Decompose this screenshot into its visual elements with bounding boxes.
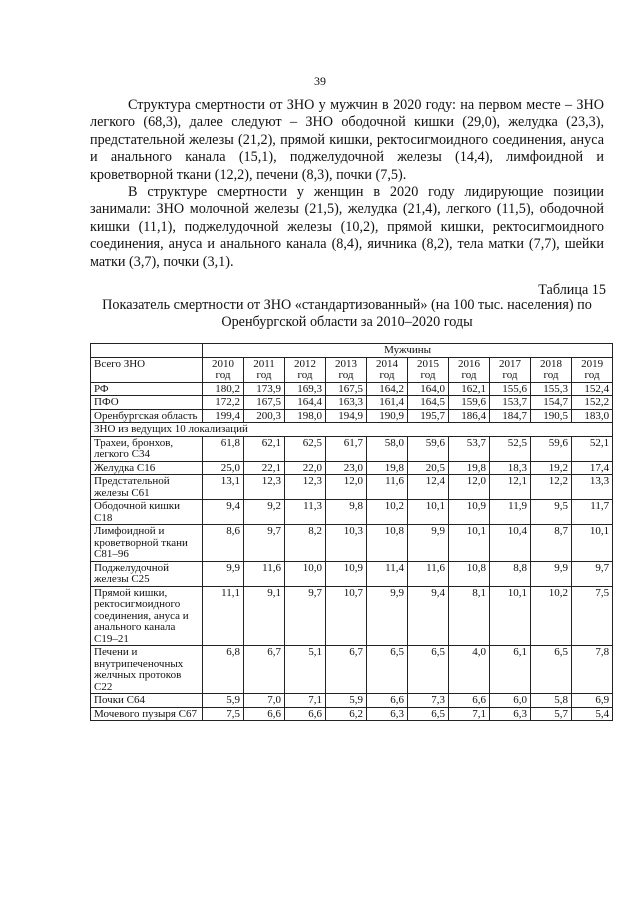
value-cell: 199,4 bbox=[203, 409, 244, 423]
value-cell: 7,1 bbox=[285, 694, 326, 708]
value-cell: 164,2 bbox=[367, 382, 408, 396]
value-cell: 58,0 bbox=[367, 436, 408, 461]
value-cell: 5,8 bbox=[531, 694, 572, 708]
value-cell: 6,6 bbox=[244, 707, 285, 721]
value-cell: 25,0 bbox=[203, 461, 244, 475]
value-cell: 6,0 bbox=[490, 694, 531, 708]
value-cell: 62,5 bbox=[285, 436, 326, 461]
value-cell: 11,6 bbox=[367, 475, 408, 500]
value-cell: 12,2 bbox=[531, 475, 572, 500]
mortality-table-body bbox=[91, 344, 613, 721]
value-cell: 164,5 bbox=[408, 396, 449, 410]
value-cell: 20,5 bbox=[408, 461, 449, 475]
year-value: 2013 bbox=[335, 357, 357, 370]
year-unit: год bbox=[379, 369, 395, 381]
value-cell: 10,8 bbox=[449, 561, 490, 586]
value-cell: 11,1 bbox=[203, 586, 244, 646]
row-label: Оренбургская область bbox=[91, 409, 203, 423]
value-cell: 59,6 bbox=[531, 436, 572, 461]
year-header-cell bbox=[367, 357, 408, 382]
year-unit: год bbox=[420, 369, 436, 381]
table-label: Таблица 15 bbox=[538, 282, 606, 298]
row-label: Лимфоидной и кроветворной ткани С81–96 bbox=[91, 525, 203, 562]
value-cell: 8,8 bbox=[490, 561, 531, 586]
value-cell: 22,0 bbox=[285, 461, 326, 475]
row-label: Почки С64 bbox=[91, 694, 203, 708]
value-cell: 6,9 bbox=[572, 694, 613, 708]
value-cell: 52,1 bbox=[572, 436, 613, 461]
mortality-table bbox=[90, 343, 613, 721]
row-label: Прямой кишки, ректосигмоидного соединения, ануса и анального канала С19–21 bbox=[91, 586, 203, 646]
value-cell: 172,2 bbox=[203, 396, 244, 410]
row-label: Мочевого пузыря С67 bbox=[91, 707, 203, 721]
year-unit: год bbox=[502, 369, 518, 381]
value-cell: 6,6 bbox=[449, 694, 490, 708]
value-cell: 12,0 bbox=[326, 475, 367, 500]
value-cell: 10,9 bbox=[449, 500, 490, 525]
row-label: Поджелудочной железы С25 bbox=[91, 561, 203, 586]
year-header-cell bbox=[285, 357, 326, 382]
value-cell: 11,4 bbox=[367, 561, 408, 586]
year-value: 2017 bbox=[499, 357, 521, 370]
year-value: 2010 bbox=[212, 357, 234, 370]
value-cell: 61,7 bbox=[326, 436, 367, 461]
value-cell: 12,3 bbox=[244, 475, 285, 500]
year-header-cell bbox=[449, 357, 490, 382]
paragraph-men-mortality bbox=[90, 97, 604, 184]
table-row bbox=[91, 646, 613, 694]
value-cell: 155,6 bbox=[490, 382, 531, 396]
value-cell: 153,7 bbox=[490, 396, 531, 410]
value-cell: 186,4 bbox=[449, 409, 490, 423]
value-cell: 162,1 bbox=[449, 382, 490, 396]
table-row bbox=[91, 707, 613, 721]
value-cell: 10,1 bbox=[449, 525, 490, 562]
table-row bbox=[91, 525, 613, 562]
value-cell: 18,3 bbox=[490, 461, 531, 475]
value-cell: 152,4 bbox=[572, 382, 613, 396]
table-corner-cell bbox=[91, 344, 203, 358]
value-cell: 7,5 bbox=[203, 707, 244, 721]
value-cell: 9,8 bbox=[326, 500, 367, 525]
value-cell: 10,4 bbox=[490, 525, 531, 562]
value-cell: 6,8 bbox=[203, 646, 244, 694]
value-cell: 9,5 bbox=[531, 500, 572, 525]
value-cell: 169,3 bbox=[285, 382, 326, 396]
value-cell: 190,5 bbox=[531, 409, 572, 423]
value-cell: 11,7 bbox=[572, 500, 613, 525]
value-cell: 8,2 bbox=[285, 525, 326, 562]
table-row bbox=[91, 694, 613, 708]
value-cell: 10,9 bbox=[326, 561, 367, 586]
value-cell: 9,9 bbox=[531, 561, 572, 586]
value-cell: 12,4 bbox=[408, 475, 449, 500]
first-column-header: Всего ЗНО bbox=[91, 357, 203, 382]
value-cell: 61,8 bbox=[203, 436, 244, 461]
value-cell: 6,3 bbox=[490, 707, 531, 721]
row-label: Желудка С16 bbox=[91, 461, 203, 475]
value-cell: 167,5 bbox=[244, 396, 285, 410]
year-header-cell bbox=[203, 357, 244, 382]
value-cell: 6,1 bbox=[490, 646, 531, 694]
value-cell: 9,9 bbox=[408, 525, 449, 562]
table-year-header-row bbox=[91, 357, 613, 382]
value-cell: 154,7 bbox=[531, 396, 572, 410]
row-label: Ободочной кишки С18 bbox=[91, 500, 203, 525]
value-cell: 9,9 bbox=[203, 561, 244, 586]
value-cell: 5,9 bbox=[326, 694, 367, 708]
row-label: Трахеи, бронхов, легкого С34 bbox=[91, 436, 203, 461]
year-value: 2011 bbox=[253, 357, 275, 370]
value-cell: 190,9 bbox=[367, 409, 408, 423]
row-label: Печени и внутрипеченочных желчных протоков С22 bbox=[91, 646, 203, 694]
value-cell: 195,7 bbox=[408, 409, 449, 423]
year-value: 2014 bbox=[376, 357, 398, 370]
year-unit: год bbox=[584, 369, 600, 381]
value-cell: 13,1 bbox=[203, 475, 244, 500]
value-cell: 9,4 bbox=[408, 586, 449, 646]
value-cell: 11,9 bbox=[490, 500, 531, 525]
year-header-cell bbox=[572, 357, 613, 382]
value-cell: 23,0 bbox=[326, 461, 367, 475]
value-cell: 12,1 bbox=[490, 475, 531, 500]
table-row bbox=[91, 475, 613, 500]
value-cell: 7,5 bbox=[572, 586, 613, 646]
row-label: РФ bbox=[91, 382, 203, 396]
year-value: 2016 bbox=[458, 357, 480, 370]
value-cell: 7,3 bbox=[408, 694, 449, 708]
value-cell: 8,1 bbox=[449, 586, 490, 646]
value-cell: 8,7 bbox=[531, 525, 572, 562]
value-cell: 155,3 bbox=[531, 382, 572, 396]
value-cell: 6,7 bbox=[326, 646, 367, 694]
value-cell: 10,8 bbox=[367, 525, 408, 562]
value-cell: 159,6 bbox=[449, 396, 490, 410]
year-header-cell bbox=[408, 357, 449, 382]
value-cell: 173,9 bbox=[244, 382, 285, 396]
value-cell: 4,0 bbox=[449, 646, 490, 694]
group-header-men: Мужчины bbox=[203, 344, 613, 358]
section-row bbox=[91, 423, 613, 437]
value-cell: 10,1 bbox=[572, 525, 613, 562]
value-cell: 6,5 bbox=[408, 646, 449, 694]
value-cell: 62,1 bbox=[244, 436, 285, 461]
value-cell: 6,5 bbox=[408, 707, 449, 721]
value-cell: 53,7 bbox=[449, 436, 490, 461]
value-cell: 17,4 bbox=[572, 461, 613, 475]
year-header-cell bbox=[490, 357, 531, 382]
table-row bbox=[91, 409, 613, 423]
value-cell: 7,0 bbox=[244, 694, 285, 708]
value-cell: 9,1 bbox=[244, 586, 285, 646]
value-cell: 9,9 bbox=[367, 586, 408, 646]
value-cell: 5,7 bbox=[531, 707, 572, 721]
value-cell: 200,3 bbox=[244, 409, 285, 423]
table-title: Показатель смертности от ЗНО «стандартизованный» (на 100 тыс. населения) по Оренбургской области за 2010–2020 годы bbox=[102, 297, 592, 331]
value-cell: 12,3 bbox=[285, 475, 326, 500]
value-cell: 10,1 bbox=[490, 586, 531, 646]
value-cell: 161,4 bbox=[367, 396, 408, 410]
value-cell: 13,3 bbox=[572, 475, 613, 500]
year-unit: год bbox=[338, 369, 354, 381]
value-cell: 10,0 bbox=[285, 561, 326, 586]
value-cell: 152,2 bbox=[572, 396, 613, 410]
table-row bbox=[91, 461, 613, 475]
value-cell: 19,8 bbox=[367, 461, 408, 475]
year-header-cell bbox=[326, 357, 367, 382]
value-cell: 11,3 bbox=[285, 500, 326, 525]
value-cell: 19,2 bbox=[531, 461, 572, 475]
value-cell: 6,6 bbox=[367, 694, 408, 708]
row-label: ПФО bbox=[91, 396, 203, 410]
value-cell: 9,7 bbox=[285, 586, 326, 646]
value-cell: 6,6 bbox=[285, 707, 326, 721]
value-cell: 8,6 bbox=[203, 525, 244, 562]
value-cell: 180,2 bbox=[203, 382, 244, 396]
year-unit: год bbox=[461, 369, 477, 381]
value-cell: 11,6 bbox=[408, 561, 449, 586]
value-cell: 6,7 bbox=[244, 646, 285, 694]
value-cell: 52,5 bbox=[490, 436, 531, 461]
value-cell: 7,8 bbox=[572, 646, 613, 694]
table-row bbox=[91, 382, 613, 396]
value-cell: 5,4 bbox=[572, 707, 613, 721]
paragraph-men-text: Структура смертности от ЗНО у мужчин в 2020 году: на первом месте – ЗНО легкого (68,3), далее следуют – ЗНО ободочной кишки (29,0), желудка (23,3), предстательной железы (21,2), прямой кишки, ректосигмоидного соединения, ануса и анального канала (15,1), поджелудочной железы (14,4), лимфоидной и кроветворной ткани (12,2), печени (8,3), почки (7,5). bbox=[90, 97, 604, 183]
value-cell: 5,1 bbox=[285, 646, 326, 694]
value-cell: 7,1 bbox=[449, 707, 490, 721]
value-cell: 167,5 bbox=[326, 382, 367, 396]
value-cell: 5,9 bbox=[203, 694, 244, 708]
value-cell: 6,5 bbox=[367, 646, 408, 694]
value-cell: 12,0 bbox=[449, 475, 490, 500]
year-unit: год bbox=[215, 369, 231, 381]
paragraph-women-mortality bbox=[90, 184, 604, 271]
page-number: 39 bbox=[314, 74, 326, 88]
value-cell: 10,2 bbox=[531, 586, 572, 646]
value-cell: 184,7 bbox=[490, 409, 531, 423]
table-row bbox=[91, 396, 613, 410]
table-row bbox=[91, 561, 613, 586]
row-label: Предстательной железы С61 bbox=[91, 475, 203, 500]
year-unit: год bbox=[543, 369, 559, 381]
value-cell: 6,3 bbox=[367, 707, 408, 721]
value-cell: 194,9 bbox=[326, 409, 367, 423]
value-cell: 183,0 bbox=[572, 409, 613, 423]
year-value: 2012 bbox=[294, 357, 316, 370]
value-cell: 10,3 bbox=[326, 525, 367, 562]
value-cell: 11,6 bbox=[244, 561, 285, 586]
value-cell: 9,7 bbox=[244, 525, 285, 562]
year-value: 2018 bbox=[540, 357, 562, 370]
table-row bbox=[91, 436, 613, 461]
value-cell: 164,4 bbox=[285, 396, 326, 410]
section-label: ЗНО из ведущих 10 локализаций bbox=[91, 423, 613, 437]
year-value: 2019 bbox=[581, 357, 604, 370]
year-unit: год bbox=[256, 369, 272, 381]
table-row bbox=[91, 500, 613, 525]
value-cell: 9,2 bbox=[244, 500, 285, 525]
value-cell: 6,2 bbox=[326, 707, 367, 721]
paragraph-women-text: В структуре смертности у женщин в 2020 году лидирующие позиции занимали: ЗНО молочной железы (21,5), желудка (21,4), легкого (11,5), ободочной кишки (11,1), поджелудочной железы (10,2), прямой кишки, ректосигмоидного соединения, ануса и анального канала (8,4), яичника (8,2), тела матки (7,7), шейки матки (3,7), почки (3,1). bbox=[90, 184, 604, 270]
year-unit: год bbox=[297, 369, 313, 381]
value-cell: 9,4 bbox=[203, 500, 244, 525]
value-cell: 6,5 bbox=[531, 646, 572, 694]
year-value: 2015 bbox=[417, 357, 439, 370]
value-cell: 59,6 bbox=[408, 436, 449, 461]
value-cell: 19,8 bbox=[449, 461, 490, 475]
value-cell: 164,0 bbox=[408, 382, 449, 396]
value-cell: 22,1 bbox=[244, 461, 285, 475]
year-header-cell bbox=[531, 357, 572, 382]
value-cell: 163,3 bbox=[326, 396, 367, 410]
value-cell: 10,2 bbox=[367, 500, 408, 525]
value-cell: 198,0 bbox=[285, 409, 326, 423]
year-header-cell bbox=[244, 357, 285, 382]
value-cell: 9,7 bbox=[572, 561, 613, 586]
table-group-header-row bbox=[91, 344, 613, 358]
value-cell: 10,7 bbox=[326, 586, 367, 646]
value-cell: 10,1 bbox=[408, 500, 449, 525]
table-row bbox=[91, 586, 613, 646]
